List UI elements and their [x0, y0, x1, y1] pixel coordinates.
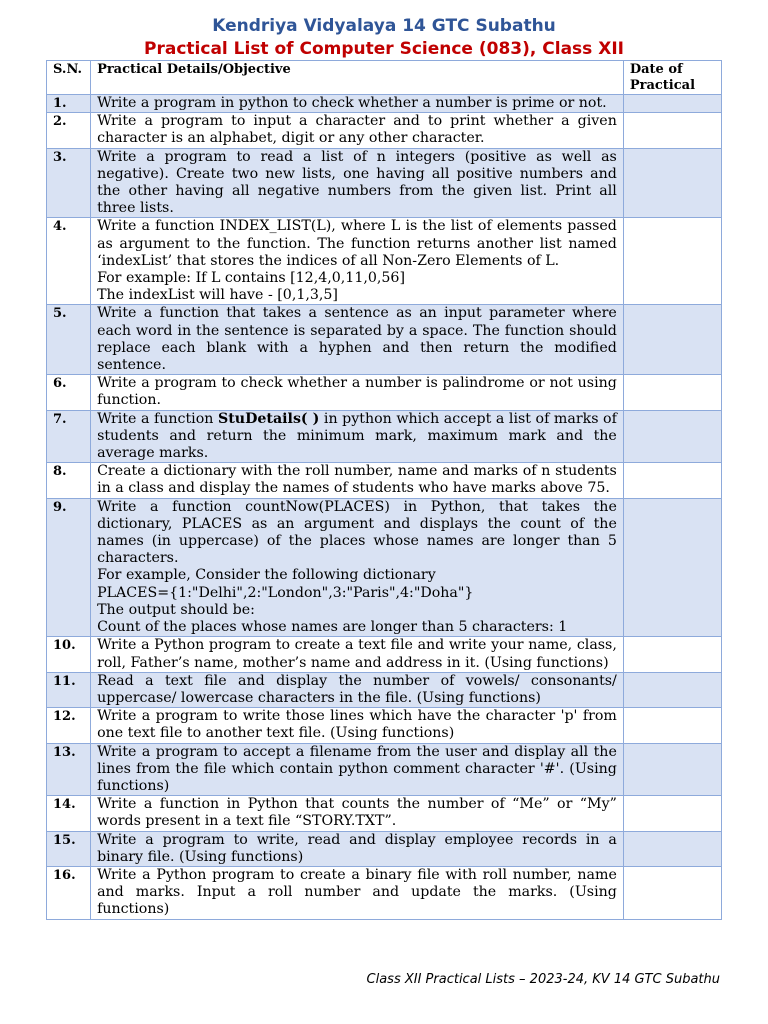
serial-number: 5. — [47, 305, 91, 375]
date-of-practical-cell — [623, 498, 721, 637]
footer-text: Class XII Practical Lists – 2023-24, KV 14 GTC Subathu — [366, 972, 720, 987]
serial-number: 6. — [47, 375, 91, 410]
function-name: StuDetails( ) — [217, 410, 320, 427]
table-row — [47, 637, 722, 672]
date-of-practical-cell — [623, 148, 721, 218]
practical-details — [91, 95, 624, 113]
date-of-practical-cell — [623, 743, 721, 796]
serial-number: 10. — [47, 637, 91, 672]
table-row — [47, 410, 722, 463]
date-of-practical-cell — [623, 796, 721, 831]
table-row — [47, 708, 722, 743]
table-row — [47, 866, 722, 919]
table-row — [47, 218, 722, 305]
table-row — [47, 498, 722, 637]
table-row — [47, 796, 722, 831]
column-header-details: Practical Details/Objective — [91, 61, 624, 95]
serial-number: 7. — [47, 410, 91, 463]
column-header-sn: S.N. — [47, 61, 91, 95]
table-row — [47, 672, 722, 707]
detail-line: Write a Python program to create a text file and write your name, class, roll, Father’s name, mother’s name and address in it. (Using functions) — [97, 637, 617, 671]
date-of-practical-cell — [623, 410, 721, 463]
detail-line: The indexList will have - [0,1,3,5] — [97, 287, 338, 304]
serial-number: 8. — [47, 463, 91, 498]
date-of-practical-cell — [623, 95, 721, 113]
detail-line: Write a function INDEX_LIST(L), where L is the list of elements passed as argument to the function. The function returns another list named ‘indexList’ that stores the indices of all Non-Zero Elements of L. — [97, 218, 617, 269]
detail-line: Write a program to write those lines which have the character 'p' from one text file to another text file. (Using functions) — [97, 708, 617, 742]
serial-number: 15. — [47, 831, 91, 866]
table-row — [47, 831, 722, 866]
practical-details — [91, 410, 624, 463]
date-of-practical-cell — [623, 708, 721, 743]
detail-line: Create a dictionary with the roll number, name and marks of n students in a class and display the names of students who have marks above 75. — [97, 463, 617, 497]
table-header-row — [47, 61, 722, 95]
date-of-practical-cell — [623, 463, 721, 498]
practical-details — [91, 498, 624, 637]
practical-details — [91, 831, 624, 866]
detail-line: For example, Consider the following dictionary — [97, 567, 436, 584]
serial-number: 11. — [47, 672, 91, 707]
date-of-practical-cell — [623, 375, 721, 410]
practical-details — [91, 708, 624, 743]
practical-details — [91, 218, 624, 305]
serial-number: 16. — [47, 866, 91, 919]
detail-line: Write a function in Python that counts the number of “Me” or “My” words present in a text file “STORY.TXT”. — [97, 796, 617, 830]
detail-line: Write a program to read a list of n integers (positive as well as negative). Create two new lists, one having all positive numbers and the other having all negative numbers from the given list. Print all three lists. — [97, 148, 617, 217]
table-row — [47, 743, 722, 796]
table-body — [47, 95, 722, 920]
practical-details — [91, 672, 624, 707]
detail-line: Write a program to input a character and to print whether a given character is an alphabet, digit or any other character. — [97, 113, 617, 147]
table-row — [47, 148, 722, 218]
serial-number: 14. — [47, 796, 91, 831]
detail-text: Write a function — [97, 410, 218, 427]
detail-line: The output should be: — [97, 601, 255, 618]
school-name: Kendriya Vidyalaya 14 GTC Subathu — [212, 16, 556, 36]
date-of-practical-cell — [623, 218, 721, 305]
detail-line: For example: If L contains [12,4,0,11,0,56] — [97, 270, 405, 287]
date-of-practical-cell — [623, 637, 721, 672]
practical-details — [91, 375, 624, 410]
detail-line: Read a text file and display the number of vowels/ consonants/ uppercase/ lowercase characters in the file. (Using functions) — [97, 672, 617, 706]
practical-details — [91, 148, 624, 218]
detail-line: Write a program to check whether a number is palindrome or not using function. — [97, 375, 617, 409]
practical-details — [91, 796, 624, 831]
practical-list-table — [46, 60, 722, 920]
detail-text: in python which accept a list of marks of students and return the minimum mark, maximum mark and the average marks. — [97, 410, 617, 462]
practical-details — [91, 866, 624, 919]
practical-details — [91, 637, 624, 672]
table-row — [47, 305, 722, 375]
practical-details — [91, 113, 624, 148]
table-row — [47, 95, 722, 113]
date-of-practical-cell — [623, 305, 721, 375]
date-of-practical-cell — [623, 831, 721, 866]
date-of-practical-cell — [623, 866, 721, 919]
serial-number: 4. — [47, 218, 91, 305]
date-of-practical-cell — [623, 113, 721, 148]
practical-details — [91, 463, 624, 498]
serial-number: 1. — [47, 95, 91, 113]
detail-line: Write a function countNow(PLACES) in Python, that takes the dictionary, PLACES as an argument and displays the count of the names (in uppercase) of the places whose names are longer than 5 characters. — [97, 498, 617, 567]
serial-number: 2. — [47, 113, 91, 148]
serial-number: 12. — [47, 708, 91, 743]
table-row — [47, 113, 722, 148]
page-title: Practical List of Computer Science (083), Class XII — [144, 39, 624, 59]
serial-number: 9. — [47, 498, 91, 637]
detail-line: Write a program to write, read and display employee records in a binary file. (Using functions) — [97, 831, 617, 865]
detail-line: Write a function that takes a sentence as an input parameter where each word in the sentence is separated by a space. The function should replace each blank with a hyphen and then return the modified sentence. — [97, 305, 617, 374]
date-of-practical-cell — [623, 672, 721, 707]
detail-line: Write a Python program to create a binary file with roll number, name and marks. Input a roll number and update the marks. (Using functions) — [97, 866, 617, 918]
practical-details — [91, 743, 624, 796]
detail-line: Write a program in python to check whether a number is prime or not. — [97, 95, 607, 111]
table-row — [47, 463, 722, 498]
detail-line: Write a program to accept a filename from the user and display all the lines from the file which contain python comment character '#'. (Using functions) — [97, 743, 617, 794]
detail-line: PLACES={1:"Delhi",2:"London",3:"Paris",4:"Doha"} — [97, 584, 474, 601]
detail-line: Count of the places whose names are longer than 5 characters: 1 — [97, 619, 568, 636]
column-header-date: Date of Practical — [623, 61, 721, 95]
practical-details — [91, 305, 624, 375]
serial-number: 13. — [47, 743, 91, 796]
table-row — [47, 375, 722, 410]
serial-number: 3. — [47, 148, 91, 218]
